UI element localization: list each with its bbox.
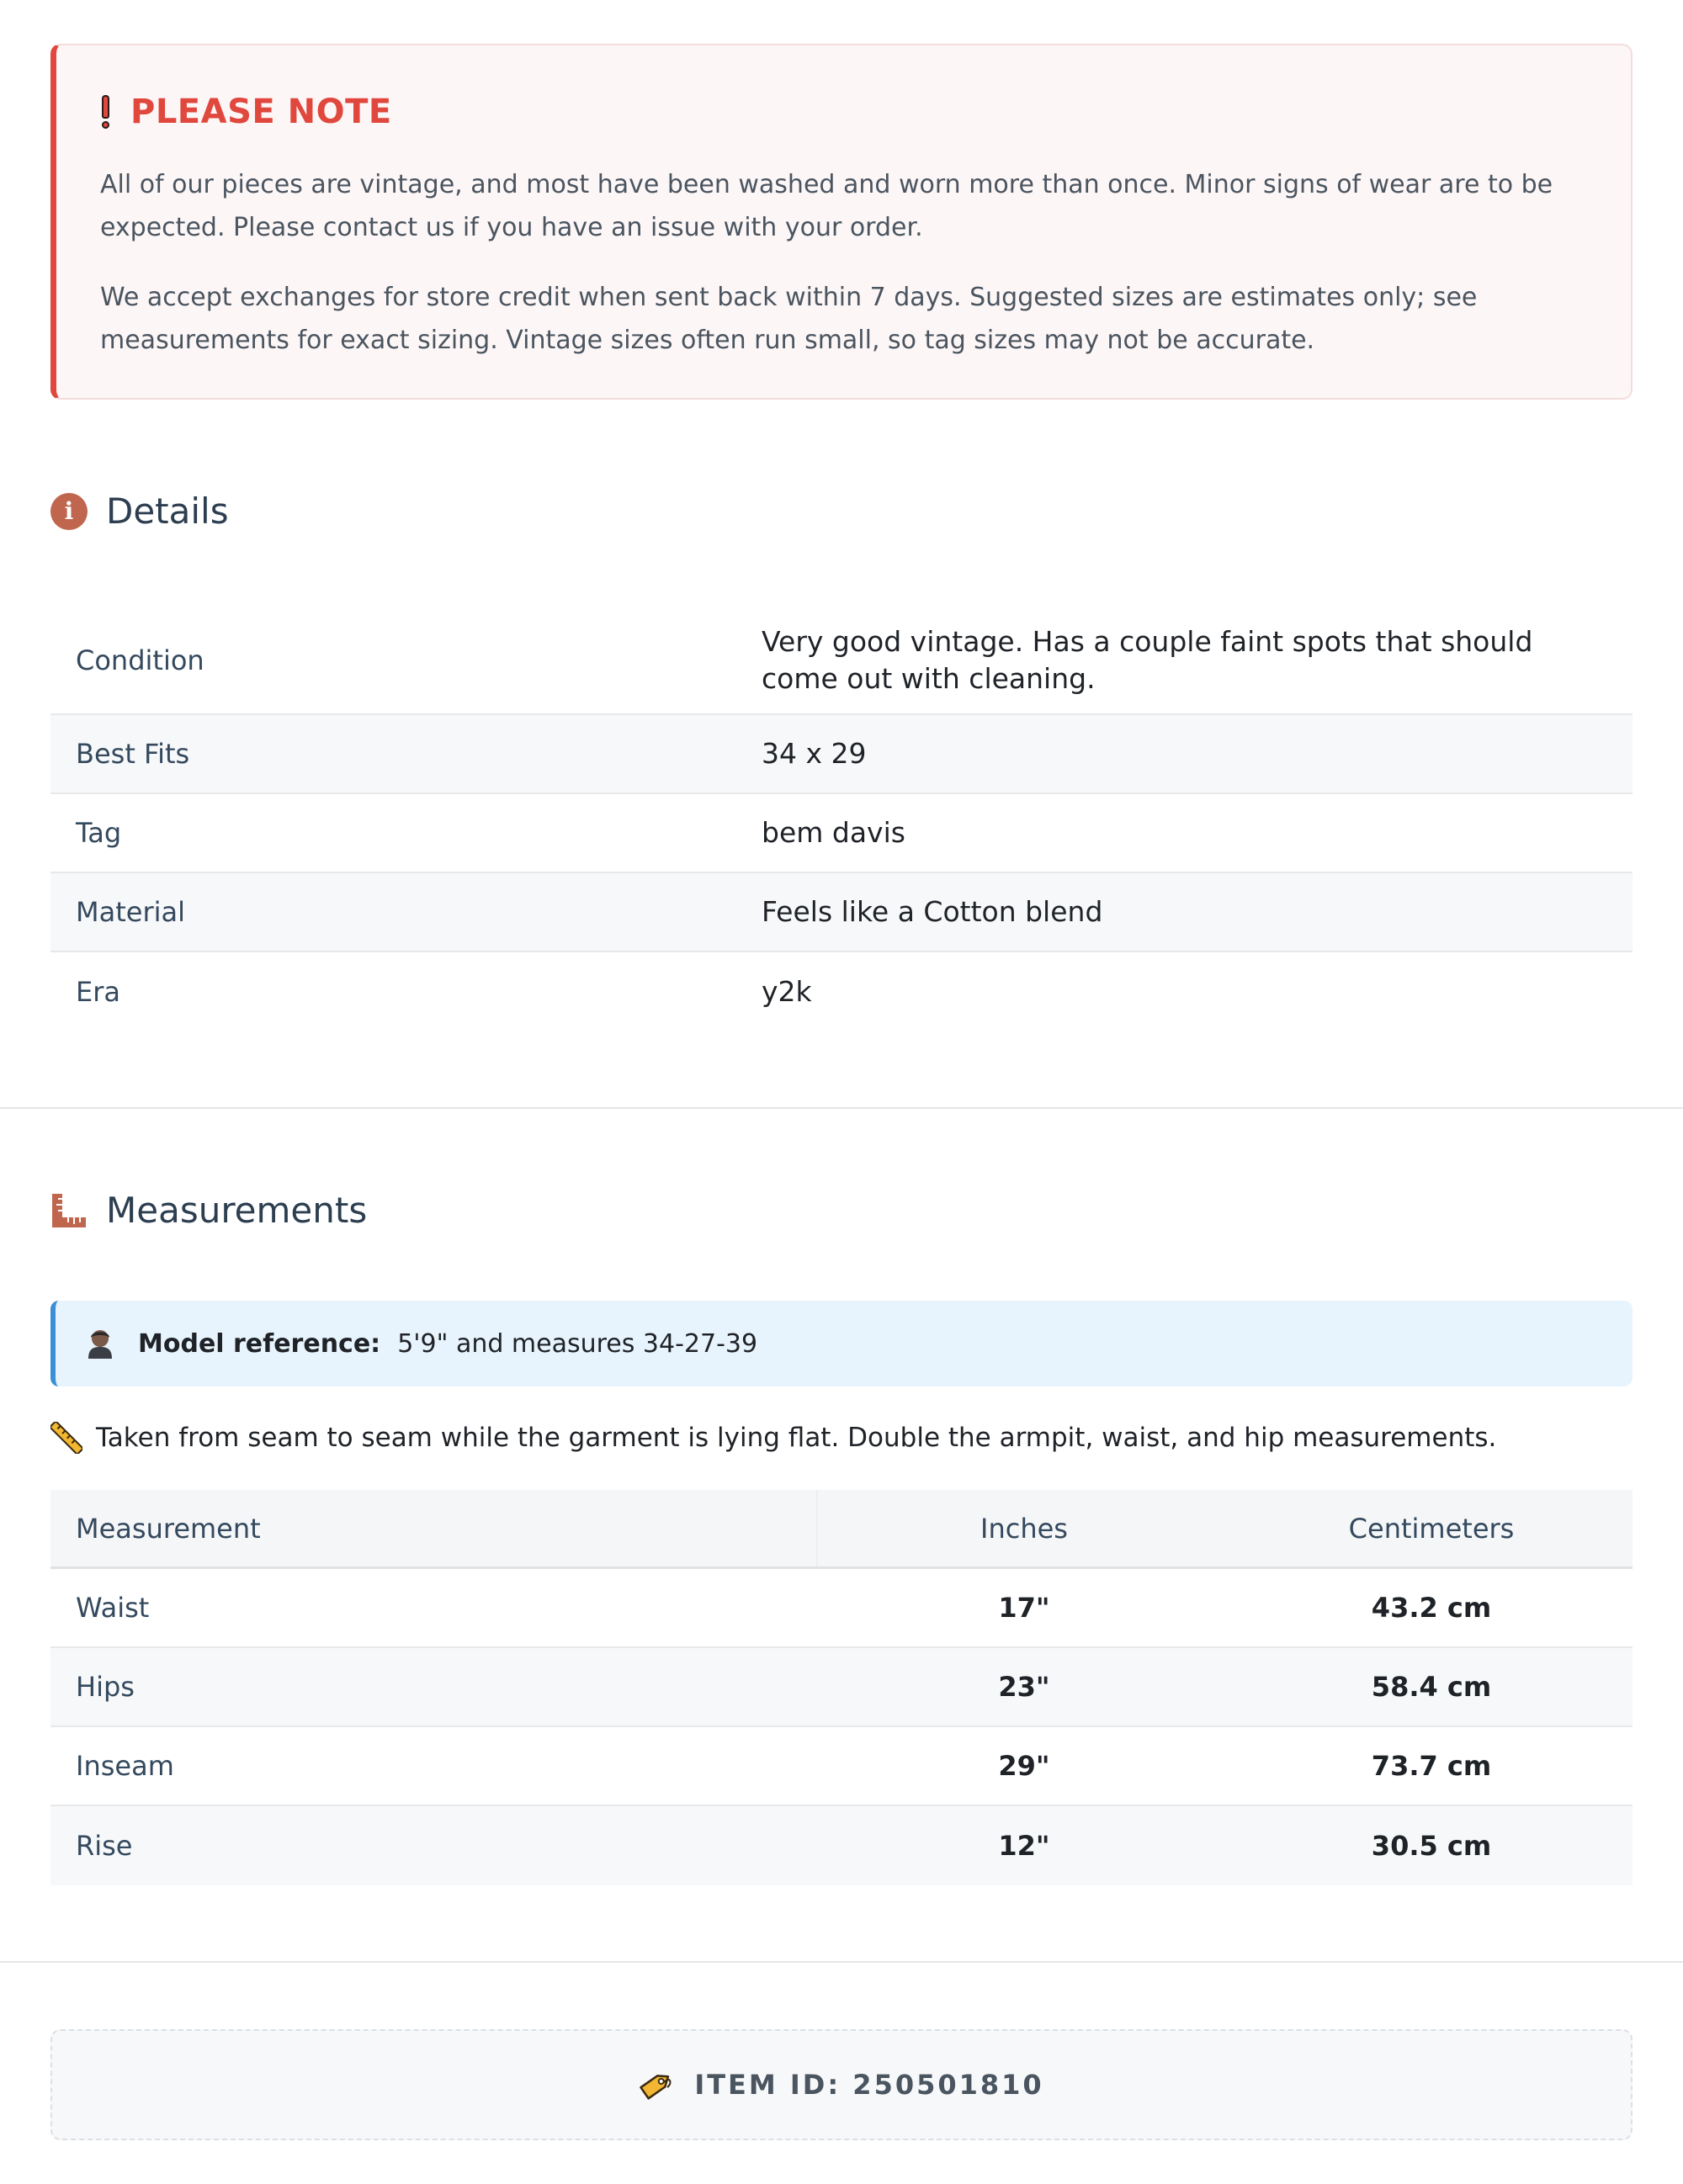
notice-paragraph-1: All of our pieces are vintage, and most have been washed and worn more than once. Minor signs of wear are to be expected. Please contact us if you have an issue with your order. xyxy=(100,170,1553,242)
ruler-icon xyxy=(50,1192,88,1229)
details-value: Feels like a Cotton blend xyxy=(762,895,1103,928)
details-label: Material xyxy=(76,896,185,928)
exclamation-icon xyxy=(100,95,110,129)
measurement-name: Hips xyxy=(76,1671,135,1703)
details-value: Very good vintage. Has a couple faint spots that should come out with cleaning. xyxy=(762,625,1533,695)
details-row-condition xyxy=(50,607,1633,715)
column-header-measurement: Measurement xyxy=(50,1490,818,1566)
table-row xyxy=(50,1806,1633,1885)
table-header-row xyxy=(50,1490,1633,1569)
measurements-table xyxy=(50,1490,1633,1885)
measurements-title: Measurements xyxy=(106,1190,368,1231)
notice-title: PLEASE NOTE xyxy=(130,93,392,131)
details-value: 34 x 29 xyxy=(762,737,867,770)
item-id-box xyxy=(50,2029,1633,2140)
measurement-inches: 17" xyxy=(998,1592,1050,1624)
column-header-centimeters: Centimeters xyxy=(1348,1512,1515,1545)
model-reference-label: Model reference: xyxy=(138,1328,381,1359)
measurement-note-text: Taken from seam to seam while the garment is lying flat. Double the armpit, waist, and hip measurements. xyxy=(96,1423,1497,1453)
details-label: Best Fits xyxy=(76,738,190,770)
details-label: Tag xyxy=(76,817,122,849)
details-label: Era xyxy=(76,976,120,1008)
details-header xyxy=(50,490,229,532)
ruler-pencil-icon xyxy=(50,1422,82,1454)
measurement-inches: 12" xyxy=(998,1830,1050,1862)
measurement-name: Inseam xyxy=(76,1750,174,1782)
notice-box xyxy=(50,44,1633,400)
details-label: Condition xyxy=(76,644,204,676)
section-divider xyxy=(0,1961,1683,1963)
table-row xyxy=(50,1648,1633,1727)
column-header-inches: Inches xyxy=(980,1512,1068,1545)
measurement-cm: 30.5 cm xyxy=(1371,1830,1492,1862)
section-divider xyxy=(0,1107,1683,1109)
details-table xyxy=(50,607,1633,1031)
details-row-tag xyxy=(50,794,1633,873)
measurement-cm: 43.2 cm xyxy=(1371,1592,1492,1624)
details-title: Details xyxy=(106,490,229,532)
model-reference-value: 5'9" and measures 34-27-39 xyxy=(397,1328,758,1359)
details-value: bem davis xyxy=(762,816,905,849)
details-value: y2k xyxy=(762,975,812,1008)
notice-paragraph-2: We accept exchanges for store credit when sent back within 7 days. Suggested sizes are estimates only; see measurements for exact sizing. Vintage sizes often run small, so tag sizes may not be accurate. xyxy=(100,283,1478,355)
measurement-inches: 29" xyxy=(998,1750,1050,1782)
details-row-material xyxy=(50,873,1633,952)
info-icon: i xyxy=(50,493,88,530)
measurement-note xyxy=(50,1422,1496,1454)
table-row xyxy=(50,1569,1633,1648)
table-row xyxy=(50,1727,1633,1806)
notice-header xyxy=(100,93,392,131)
measurements-header xyxy=(50,1190,367,1231)
measurement-cm: 73.7 cm xyxy=(1371,1750,1492,1782)
tag-icon xyxy=(639,2067,674,2102)
measurement-cm: 58.4 cm xyxy=(1371,1671,1492,1703)
details-row-best-fits xyxy=(50,715,1633,794)
measurement-name: Waist xyxy=(76,1592,150,1624)
model-reference-box xyxy=(50,1301,1633,1386)
details-row-era xyxy=(50,952,1633,1031)
measurement-name: Rise xyxy=(76,1830,133,1862)
person-icon xyxy=(86,1328,114,1360)
measurement-inches: 23" xyxy=(998,1671,1050,1703)
item-id-text: ITEM ID: 250501810 xyxy=(694,2069,1044,2101)
